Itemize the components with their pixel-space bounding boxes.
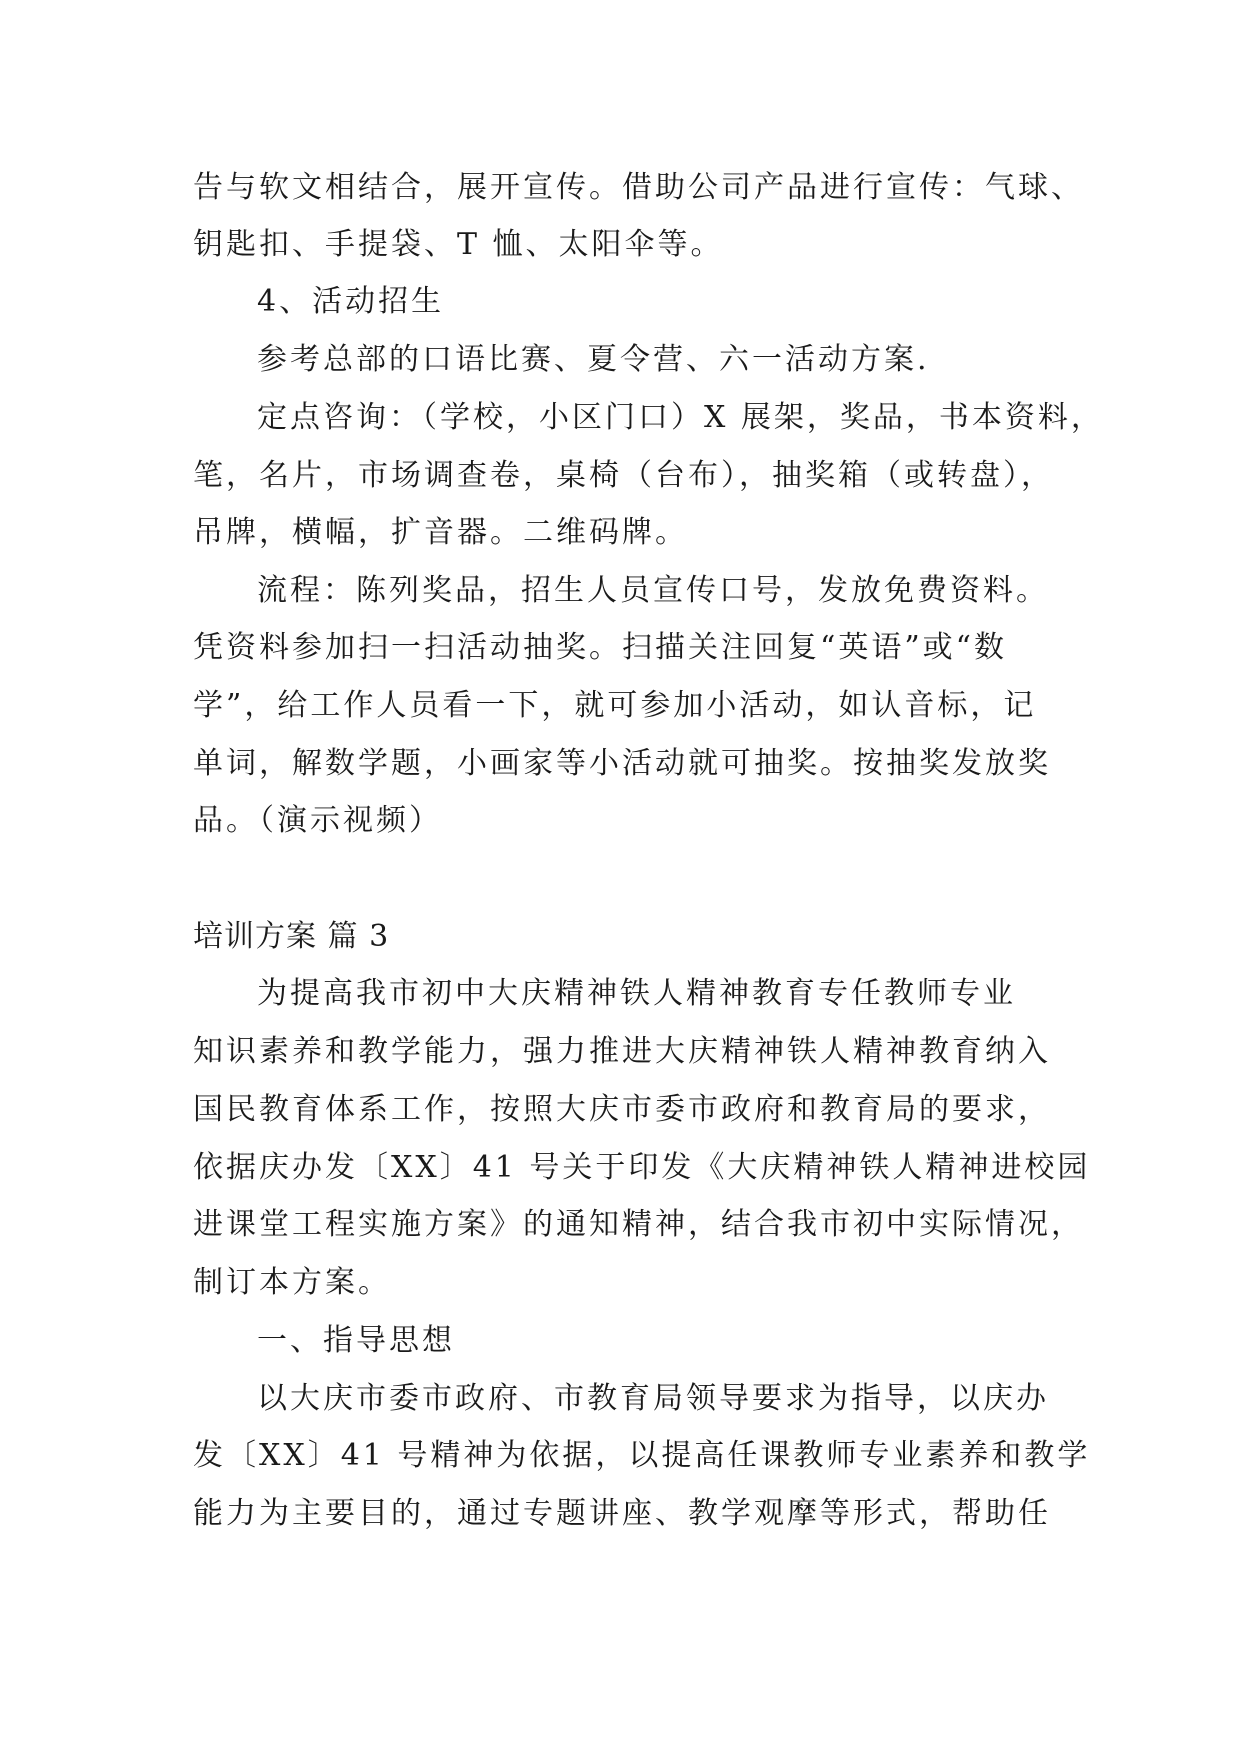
- text-line: 单词，解数学题，小画家等小活动就可抽奖。按抽奖发放奖: [193, 746, 1051, 781]
- text-line: 制订本方案。: [193, 1265, 391, 1300]
- text-line: 国民教育体系工作，按照大庆市委市政府和教育局的要求，: [193, 1092, 1051, 1127]
- text-line: 参考总部的口语比赛、夏令营、六一活动方案.: [257, 342, 930, 377]
- text-line: 品。（演示视频）: [193, 803, 442, 838]
- text-line: 告与软文相结合，展开宣传。借助公司产品进行宣传：气球、: [193, 170, 1084, 205]
- section-heading: 一、指导思想: [257, 1323, 455, 1358]
- section-heading: 4、活动招生: [257, 284, 445, 319]
- article-title: 培训方案 篇 3: [193, 919, 390, 954]
- text-line: 凭资料参加扫一扫活动抽奖。扫描关注回复“英语”或“数: [193, 630, 1008, 665]
- text-line: 定点咨询：（学校，小区门口）X 展架，奖品，书本资料，: [257, 400, 1104, 435]
- text-line: 依据庆办发〔XX〕41 号关于印发《大庆精神铁人精神进校园: [193, 1150, 1091, 1185]
- text-line: 笔，名片，市场调查卷，桌椅（台布），抽奖箱（或转盘），: [193, 458, 1054, 493]
- text-line: 学”，给工作人员看一下，就可参加小活动，如认音标，记: [193, 688, 1037, 723]
- text-line: 发〔XX〕41 号精神为依据，以提高任课教师专业素养和教学: [193, 1438, 1091, 1473]
- text-line: 为提高我市初中大庆精神铁人精神教育专任教师专业: [257, 976, 1016, 1011]
- text-line: 能力为主要目的，通过专题讲座、教学观摩等形式，帮助任: [193, 1496, 1051, 1531]
- text-line: 知识素养和教学能力，强力推进大庆精神铁人精神教育纳入: [193, 1034, 1051, 1069]
- text-line: 流程：陈列奖品，招生人员宣传口号，发放免费资料。: [257, 573, 1049, 608]
- text-line: 进课堂工程实施方案》的通知精神，结合我市初中实际情况，: [193, 1207, 1084, 1242]
- text-line: 吊牌，横幅，扩音器。二维码牌。: [193, 515, 688, 550]
- text-line: 钥匙扣、手提袋、T 恤、太阳伞等。: [193, 227, 724, 262]
- text-line: 以大庆市委市政府、市教育局领导要求为指导，以庆办: [257, 1381, 1049, 1416]
